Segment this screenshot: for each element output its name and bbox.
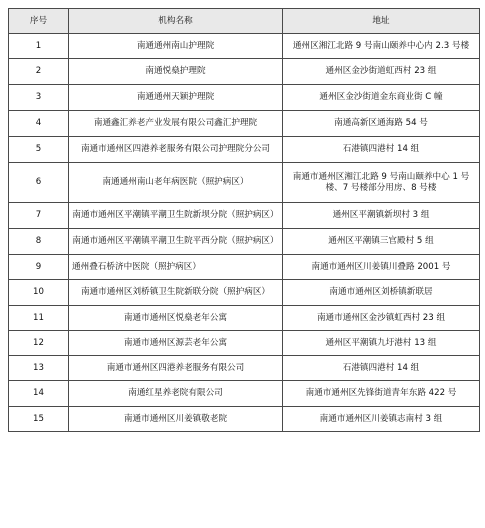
- table-row: [9, 59, 480, 85]
- table-row: [9, 203, 480, 229]
- institution-address: 石港镇四港村 14 组: [283, 137, 480, 163]
- institution-address: 石港镇四港村 14 组: [283, 356, 480, 381]
- institution-name: 南通通州南山护理院: [69, 34, 283, 59]
- institution-address: 南通市通州区刘桥镇新联居: [283, 280, 480, 306]
- row-number: 6: [9, 163, 69, 203]
- row-number: 5: [9, 137, 69, 163]
- table-row: [9, 356, 480, 381]
- institution-address: 南通市通州区先锋街道青年东路 422 号: [283, 381, 480, 407]
- row-number: 8: [9, 229, 69, 255]
- table-row: [9, 255, 480, 280]
- institution-name: 南通市通州区四港养老服务有限公司: [69, 356, 283, 381]
- institution-address: 南通市通州区川姜镇志南村 3 组: [283, 407, 480, 432]
- institution-address: 通州区平潮镇九圩港村 13 组: [283, 331, 480, 356]
- institution-address: 通州区金沙街道虹西村 23 组: [283, 59, 480, 85]
- row-number: 3: [9, 85, 69, 111]
- table-row: [9, 85, 480, 111]
- table-row: [9, 137, 480, 163]
- header-row: [9, 9, 480, 34]
- row-number: 13: [9, 356, 69, 381]
- table-row: [9, 229, 480, 255]
- institution-address: 通州区平潮镇新坝村 3 组: [283, 203, 480, 229]
- institution-name: 南通悦燊护理院: [69, 59, 283, 85]
- row-number: 4: [9, 111, 69, 137]
- institution-name: 南通通州天颖护理院: [69, 85, 283, 111]
- row-number: 7: [9, 203, 69, 229]
- institution-table: [8, 8, 480, 432]
- row-number: 14: [9, 381, 69, 407]
- institution-name: 南通市通州区川姜镇敬老院: [69, 407, 283, 432]
- institution-name: 南通市通州区平潮镇平潮卫生院平西分院（照护病区）: [69, 229, 283, 255]
- header-address: 地址: [283, 9, 480, 34]
- institution-address: 通州区平潮镇三官殿村 5 组: [283, 229, 480, 255]
- table-row: [9, 331, 480, 356]
- header-number: 序号: [9, 9, 69, 34]
- institution-address: 南通市通州区川姜镇川叠路 2001 号: [283, 255, 480, 280]
- institution-name: 南通市通州区四港养老服务有限公司护理院分公司: [69, 137, 283, 163]
- institution-address: 南通市通州区金沙镇虹西村 23 组: [283, 306, 480, 331]
- row-number: 9: [9, 255, 69, 280]
- institution-name: 南通鑫汇养老产业发展有限公司鑫汇护理院: [69, 111, 283, 137]
- table-row: [9, 407, 480, 432]
- header-institution-name: 机构名称: [69, 9, 283, 34]
- table-row: [9, 34, 480, 59]
- table-row: [9, 381, 480, 407]
- table-row: [9, 111, 480, 137]
- document-page: [8, 8, 479, 432]
- institution-name: 南通市通州区刘桥镇卫生院新联分院（照护病区）: [69, 280, 283, 306]
- institution-name: 通州叠石桥济中医院（照护病区）: [69, 255, 283, 280]
- row-number: 2: [9, 59, 69, 85]
- row-number: 15: [9, 407, 69, 432]
- row-number: 1: [9, 34, 69, 59]
- row-number: 10: [9, 280, 69, 306]
- institution-name: 南通市通州区悦燊老年公寓: [69, 306, 283, 331]
- table-row: [9, 163, 480, 203]
- institution-name: 南通市通州区平潮镇平潮卫生院新坝分院（照护病区）: [69, 203, 283, 229]
- institution-name: 南通市通州区源芸老年公寓: [69, 331, 283, 356]
- institution-name: 南通通州南山老年病医院（照护病区）: [69, 163, 283, 203]
- institution-address: 通州区湘江北路 9 号南山颐养中心内 2.3 号楼: [283, 34, 480, 59]
- table-row: [9, 306, 480, 331]
- institution-address: 南通高新区通海路 54 号: [283, 111, 480, 137]
- row-number: 12: [9, 331, 69, 356]
- table-row: [9, 280, 480, 306]
- institution-name: 南通红星养老院有限公司: [69, 381, 283, 407]
- institution-address: 通州区金沙街道金东商业街 C 幢: [283, 85, 480, 111]
- row-number: 11: [9, 306, 69, 331]
- institution-address: 南通市通州区湘江北路 9 号南山颐养中心 1 号楼、7 号楼部分用房、8 号楼: [283, 163, 480, 203]
